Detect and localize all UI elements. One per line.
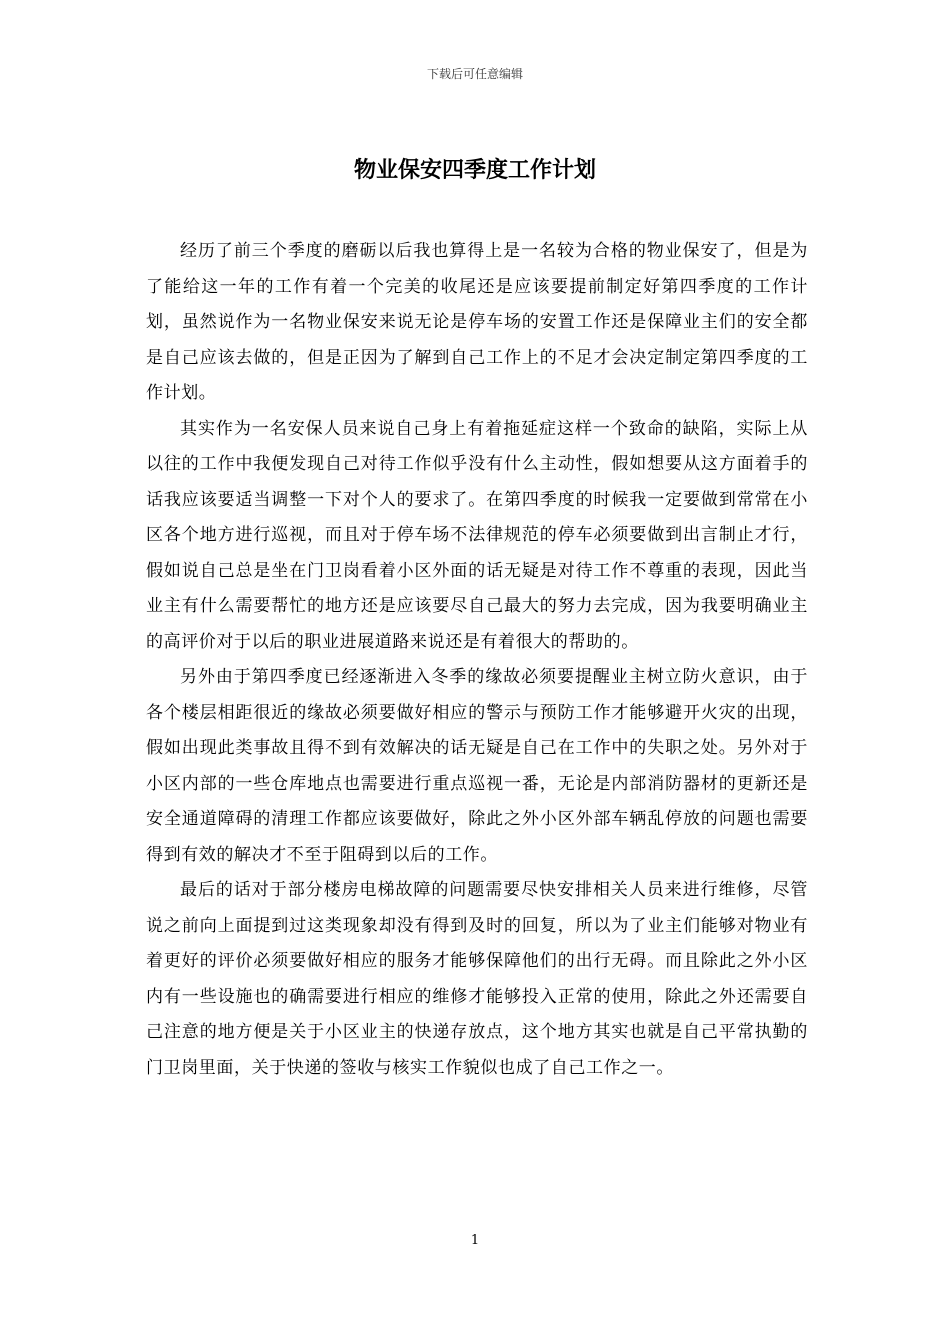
body-paragraph-2: 其实作为一名安保人员来说自己身上有着拖延症这样一个致命的缺陷，实际上从以往的工作中我便发现自己对待工作似乎没有什么主动性，假如想要从这方面着手的话我应该要适当调整一下对个人的要求了。在第四季度的时候我一定要做到常常在小区各个地方进行巡视，而且对于停车场不法律规范的停车必须要做到出言制止才行，假如说自己总是坐在门卫岗看着小区外面的话无疑是对待工作不尊重的表现，因此当业主有什么需要帮忙的地方还是应该要尽自己最大的努力去完成，因为我要明确业主的高评价对于以后的职业进展道路来说还是有着很大的帮助的。 (146, 418, 808, 652)
document-title: 物业保安四季度工作计划 (353, 157, 596, 183)
header-note: 下载后可任意编辑 (426, 67, 523, 81)
page-number: 1 (470, 1233, 480, 1248)
body-paragraph-4: 最后的话对于部分楼房电梯故障的问题需要尽快安排相关人员来进行维修，尽管说之前向上面提到过这类现象却没有得到及时的回复，所以为了业主们能够对物业有着更好的评价必须要做好相应的服务才能够保障他们的出行无碍。而且除此之外小区内有一些设施也的确需要进行相应的维修才能够投入正常的使用，除此之外还需要自己注意的地方便是关于小区业主的快递存放点，这个地方其实也就是自己平常执勤的门卫岗里面，关于快递的签收与核实工作貌似也成了自己工作之一。 (146, 880, 808, 1078)
document-body (146, 234, 808, 1086)
body-paragraph-3: 另外由于第四季度已经逐渐进入冬季的缘故必须要提醒业主树立防火意识，由于各个楼层相距很近的缘故必须要做好相应的警示与预防工作才能够避开火灾的出现，假如出现此类事故且得不到有效解决的话无疑是自己在工作中的失职之处。另外对于小区内部的一些仓库地点也需要进行重点巡视一番，无论是内部消防器材的更新还是安全通道障碍的清理工作都应该要做好，除此之外小区外部车辆乱停放的问题也需要得到有效的解决才不至于阻碍到以后的工作。 (146, 667, 808, 865)
body-paragraph-1: 经历了前三个季度的磨砺以后我也算得上是一名较为合格的物业保安了，但是为了能给这一年的工作有着一个完美的收尾还是应该要提前制定好第四季度的工作计划，虽然说作为一名物业保安来说无论是停车场的安置工作还是保障业主们的安全都是自己应该去做的，但是正因为了解到自己工作上的不足才会决定制定第四季度的工作计划。 (146, 241, 808, 403)
